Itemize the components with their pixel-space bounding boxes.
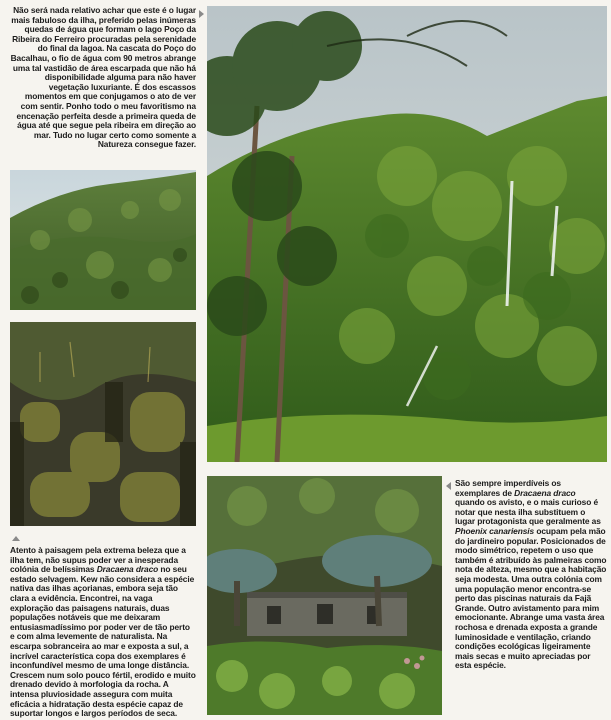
caption-arrow-right-icon bbox=[199, 10, 204, 18]
caption-arrow-up-icon bbox=[12, 536, 20, 541]
photo-cliff-dragon-trees bbox=[10, 322, 196, 526]
species-name-dracaena-right: Dracaena draco bbox=[514, 487, 576, 498]
species-name-phoenix: Phoenix canariensis bbox=[455, 525, 535, 536]
photo-dragon-trees-house bbox=[207, 476, 442, 715]
article-text-right: São sempre imperdíveis os exemplares de Dracaena draco quando os avisto, e o mais curioso é notar que nesta ilha substituem o lugar protagonista que geralmente as Phoenix canariensis ocupam pela mão do jardineiro popular. Posicionados de modo simétrico, repetem o uso que também é atribuído às palmeiras como nota de alteza, mesmo que a habitação seja modesta. Uma outra colónia com uma população menor encontra-se perto das piscinas naturais da Fajã Grande. Outro avistamento para mim emocionante. Abrange uma vasta área rochosa e drenada exposta a grande luminosidade e ventilação, criando condições ecológicas ligeiramente mais secas e muito apreciadas por esta espécie. bbox=[455, 478, 607, 671]
photo-green-hillside bbox=[10, 170, 196, 310]
photo-waterfall-valley bbox=[207, 6, 607, 462]
species-name-dracaena: Dracaena draco bbox=[96, 564, 159, 575]
caption-arrow-left-icon bbox=[446, 482, 451, 490]
article-text-top: Não será nada relativo achar que este é o lugar mais fabuloso da ilha, preferido pelas inúmeras quedas de água que formam o lago Poço da Ribeira do Ferreiro procuradas pela serenidade do final da lagoa. Na cascata do Poço do Bacalhau, o fio de água com 90 metros abrange uma tal vastidão de área escarpada que não há disponibilidade alguma para não haver vegetação luxuriante. É dos escassos momentos em que conjugamos o ato de ver com sentir. Ponho todo o meu favoritismo na encenação perfeita desde a primeira queda de água até que segue pela ribeira em direção ao mar. Tudo no lugar certo como somente a Natureza consegue fazer. bbox=[10, 5, 196, 150]
article-text-left: Atento à paisagem pela extrema beleza que a ilha tem, não supus poder ver a inesperada colónia de belíssimas Dracaena draco no seu estado selvagem. Kew não considera a espécie nativa das ilhas açorianas, embora seja tão clara a evidência. Encontrei, na vaga exploração das paisagens naturais, duas populações notáveis que me deixaram entusiasmadíssimo por poder ver de tão perto e com alma levemente de naturalista. Na escarpa sobranceira ao mar e exposta a sul, a incrível característica copa dos exemplares é inconfundível mesmo de uma longe distância. Crescem num solo pouco fértil, erodido e muito drenado devido à morfologia da rocha. A intensa pluviosidade assegura com muita eficácia a hidratação desta espécie capaz de suportar longos e largos períodos de seca. bbox=[10, 545, 196, 719]
